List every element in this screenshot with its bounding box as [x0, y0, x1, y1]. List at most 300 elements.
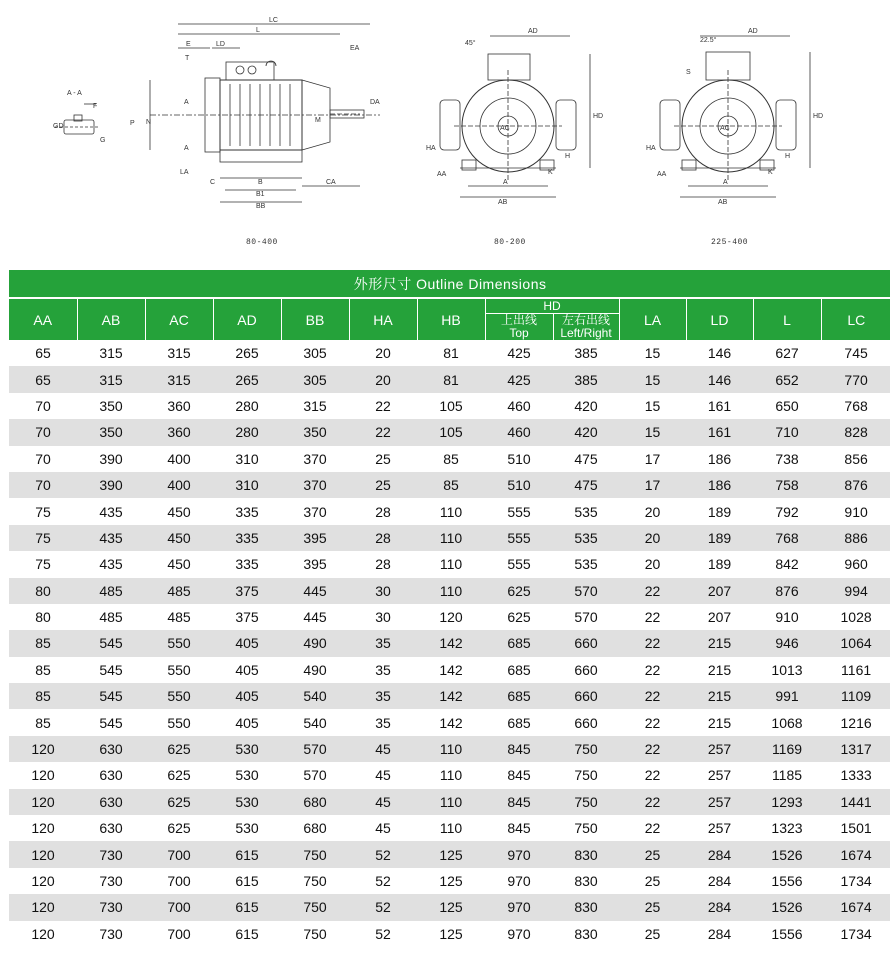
- table-cell: 615: [213, 894, 281, 920]
- table-cell: 910: [753, 604, 821, 630]
- table-cell: 284: [686, 894, 753, 920]
- caption-80-200: 80-200: [494, 238, 526, 247]
- table-cell: 535: [553, 498, 619, 524]
- table-cell: 876: [821, 472, 890, 498]
- table-cell: 535: [553, 551, 619, 577]
- table-cell: 257: [686, 736, 753, 762]
- table-cell: 700: [145, 894, 213, 920]
- col-header-la: LA: [619, 298, 686, 340]
- table-cell: 52: [349, 868, 417, 894]
- table-cell: 485: [145, 604, 213, 630]
- table-cell: 80: [9, 604, 77, 630]
- table-cell: 625: [145, 815, 213, 841]
- table-cell: 970: [485, 841, 553, 867]
- col-header-hd-left-right: [553, 314, 619, 341]
- table-cell: 22: [619, 789, 686, 815]
- table-cell: 186: [686, 446, 753, 472]
- table-cell: 65: [9, 366, 77, 392]
- table-cell: 120: [417, 604, 485, 630]
- table-row: [9, 868, 890, 894]
- table-cell: 70: [9, 446, 77, 472]
- table-cell: 550: [145, 683, 213, 709]
- table-cell: 22: [619, 578, 686, 604]
- table-cell: 70: [9, 393, 77, 419]
- hd-top-en: Top: [509, 326, 529, 340]
- table-row: [9, 366, 890, 392]
- n-label: N: [146, 119, 152, 126]
- table-cell: 490: [281, 630, 349, 656]
- table-cell: 52: [349, 894, 417, 920]
- table-cell: 435: [77, 525, 145, 551]
- table-cell: 28: [349, 525, 417, 551]
- table-cell: 615: [213, 841, 281, 867]
- a-label-1: A: [503, 179, 508, 186]
- table-cell: 315: [77, 340, 145, 366]
- c-label: C: [210, 179, 216, 186]
- table-cell: 485: [77, 578, 145, 604]
- table-cell: 886: [821, 525, 890, 551]
- table-cell: 22: [619, 604, 686, 630]
- table-cell: 970: [485, 868, 553, 894]
- table-cell: 45: [349, 762, 417, 788]
- table-cell: 360: [145, 393, 213, 419]
- table-row: [9, 393, 890, 419]
- table-title: 外形尺寸 Outline Dimensions: [9, 270, 890, 298]
- table-cell: 110: [417, 789, 485, 815]
- table-cell: 555: [485, 525, 553, 551]
- table-cell: 207: [686, 604, 753, 630]
- table-cell: 540: [281, 709, 349, 735]
- table-cell: 15: [619, 393, 686, 419]
- table-cell: 420: [553, 419, 619, 445]
- angle-225-label: 22.5°: [700, 37, 717, 44]
- table-cell: 650: [753, 393, 821, 419]
- table-row: [9, 525, 890, 551]
- table-row: [9, 657, 890, 683]
- table-cell: 35: [349, 657, 417, 683]
- table-cell: 1501: [821, 815, 890, 841]
- table-cell: 146: [686, 366, 753, 392]
- ab-label-2: AB: [718, 199, 728, 206]
- s-label: S: [686, 69, 691, 76]
- table-cell: 215: [686, 630, 753, 656]
- table-cell: 25: [619, 841, 686, 867]
- table-cell: 375: [213, 604, 281, 630]
- table-cell: 375: [213, 578, 281, 604]
- col-header-lc: LC: [821, 298, 890, 340]
- table-cell: 20: [349, 340, 417, 366]
- table-cell: 570: [281, 762, 349, 788]
- ea-label: EA: [350, 45, 360, 52]
- table-cell: 845: [485, 789, 553, 815]
- table-cell: 570: [281, 736, 349, 762]
- table-cell: 315: [145, 366, 213, 392]
- table-cell: 400: [145, 446, 213, 472]
- table-row: [9, 419, 890, 445]
- table-cell: 845: [485, 815, 553, 841]
- table-cell: 730: [77, 868, 145, 894]
- table-row: [9, 604, 890, 630]
- table-cell: 315: [281, 393, 349, 419]
- p-label: P: [130, 120, 135, 127]
- table-cell: 370: [281, 472, 349, 498]
- table-cell: 395: [281, 525, 349, 551]
- table-cell: 1734: [821, 868, 890, 894]
- table-cell: 991: [753, 683, 821, 709]
- table-cell: 660: [553, 657, 619, 683]
- table-cell: 970: [485, 921, 553, 947]
- table-cell: 750: [553, 762, 619, 788]
- table-cell: 625: [145, 736, 213, 762]
- table-cell: 550: [145, 657, 213, 683]
- table-cell: 660: [553, 683, 619, 709]
- table-cell: 750: [553, 736, 619, 762]
- col-header-aa: AA: [9, 298, 77, 340]
- table-cell: 830: [553, 868, 619, 894]
- table-cell: 15: [619, 419, 686, 445]
- table-cell: 680: [281, 815, 349, 841]
- g-label: G: [100, 137, 106, 144]
- table-cell: 1216: [821, 709, 890, 735]
- table-cell: 700: [145, 868, 213, 894]
- table-cell: 75: [9, 498, 77, 524]
- table-row: [9, 340, 890, 366]
- table-cell: 52: [349, 841, 417, 867]
- table-cell: 142: [417, 683, 485, 709]
- angle-45-label: 45°: [465, 40, 476, 47]
- table-cell: 555: [485, 498, 553, 524]
- section-aa-view: [53, 90, 105, 144]
- table-cell: 105: [417, 393, 485, 419]
- table-cell: 994: [821, 578, 890, 604]
- table-cell: 22: [619, 762, 686, 788]
- table-cell: 110: [417, 525, 485, 551]
- table-cell: 405: [213, 630, 281, 656]
- table-cell: 475: [553, 446, 619, 472]
- table-cell: 625: [145, 762, 213, 788]
- table-cell: 750: [281, 841, 349, 867]
- section-label: A - A: [67, 90, 82, 97]
- table-cell: 120: [9, 894, 77, 920]
- table-cell: 280: [213, 393, 281, 419]
- ha-label-1: HA: [426, 145, 436, 152]
- table-cell: 120: [9, 762, 77, 788]
- table-cell: 615: [213, 868, 281, 894]
- aa-label-1: AA: [437, 171, 447, 178]
- table-cell: 215: [686, 709, 753, 735]
- table-cell: 1169: [753, 736, 821, 762]
- table-cell: 390: [77, 446, 145, 472]
- table-cell: 142: [417, 630, 485, 656]
- table-cell: 315: [145, 340, 213, 366]
- table-cell: 768: [821, 393, 890, 419]
- table-row: [9, 446, 890, 472]
- table-cell: 35: [349, 709, 417, 735]
- table-cell: 20: [619, 551, 686, 577]
- table-cell: 660: [553, 630, 619, 656]
- table-cell: 125: [417, 921, 485, 947]
- table-cell: 120: [9, 868, 77, 894]
- table-cell: 550: [145, 630, 213, 656]
- table-row: [9, 789, 890, 815]
- table-cell: 856: [821, 446, 890, 472]
- table-cell: 445: [281, 604, 349, 630]
- table-cell: 25: [619, 894, 686, 920]
- table-cell: 652: [753, 366, 821, 392]
- outline-dimensions-table-wrap: [9, 270, 881, 947]
- table-cell: 85: [9, 657, 77, 683]
- table-cell: 125: [417, 868, 485, 894]
- table-cell: 142: [417, 657, 485, 683]
- table-cell: 530: [213, 789, 281, 815]
- table-row: [9, 683, 890, 709]
- table-cell: 215: [686, 657, 753, 683]
- ad-label-2: AD: [748, 28, 758, 35]
- table-row: [9, 762, 890, 788]
- table-cell: 28: [349, 498, 417, 524]
- table-cell: 1013: [753, 657, 821, 683]
- la-label: LA: [180, 169, 189, 176]
- table-cell: 445: [281, 578, 349, 604]
- table-cell: 750: [553, 815, 619, 841]
- table-cell: 207: [686, 578, 753, 604]
- table-cell: 305: [281, 366, 349, 392]
- table-cell: 685: [485, 683, 553, 709]
- table-cell: 435: [77, 551, 145, 577]
- table-row: [9, 841, 890, 867]
- table-cell: 425: [485, 366, 553, 392]
- table-cell: 28: [349, 551, 417, 577]
- table-cell: 35: [349, 683, 417, 709]
- table-cell: 75: [9, 525, 77, 551]
- table-cell: 530: [213, 815, 281, 841]
- section-mark-top: A: [184, 99, 189, 106]
- table-cell: 120: [9, 921, 77, 947]
- table-cell: 20: [349, 366, 417, 392]
- table-cell: 405: [213, 657, 281, 683]
- table-cell: 730: [77, 894, 145, 920]
- table-cell: 570: [553, 604, 619, 630]
- table-cell: 530: [213, 736, 281, 762]
- a-label-2: A: [723, 179, 728, 186]
- table-cell: 370: [281, 446, 349, 472]
- table-cell: 120: [9, 815, 77, 841]
- t-label: T: [185, 55, 190, 62]
- table-row: [9, 551, 890, 577]
- table-cell: 1674: [821, 894, 890, 920]
- table-cell: 45: [349, 815, 417, 841]
- motor-drawings-svg: [0, 0, 890, 268]
- table-row: [9, 630, 890, 656]
- col-header-hd-top: [485, 314, 553, 341]
- table-cell: 25: [349, 446, 417, 472]
- table-cell: 310: [213, 446, 281, 472]
- table-cell: 22: [619, 709, 686, 735]
- table-cell: 685: [485, 709, 553, 735]
- table-cell: 17: [619, 472, 686, 498]
- table-cell: 335: [213, 498, 281, 524]
- table-cell: 946: [753, 630, 821, 656]
- table-cell: 750: [281, 921, 349, 947]
- table-cell: 1556: [753, 921, 821, 947]
- table-cell: 189: [686, 551, 753, 577]
- col-header-hb: HB: [417, 298, 485, 340]
- table-cell: 20: [619, 525, 686, 551]
- table-cell: 22: [349, 419, 417, 445]
- table-cell: 1068: [753, 709, 821, 735]
- table-cell: 161: [686, 393, 753, 419]
- table-cell: 25: [619, 921, 686, 947]
- table-cell: 1323: [753, 815, 821, 841]
- ha-label-2: HA: [646, 145, 656, 152]
- hd-top-zh: 上出线: [500, 313, 537, 327]
- table-cell: 280: [213, 419, 281, 445]
- table-cell: 310: [213, 472, 281, 498]
- table-cell: 85: [9, 709, 77, 735]
- l-label: L: [256, 27, 260, 34]
- table-cell: 189: [686, 498, 753, 524]
- table-cell: 35: [349, 630, 417, 656]
- table-cell: 630: [77, 736, 145, 762]
- table-cell: 110: [417, 815, 485, 841]
- table-cell: 80: [9, 578, 77, 604]
- table-cell: 545: [77, 630, 145, 656]
- table-cell: 738: [753, 446, 821, 472]
- table-cell: 540: [281, 683, 349, 709]
- table-cell: 110: [417, 736, 485, 762]
- table-cell: 680: [281, 789, 349, 815]
- table-cell: 284: [686, 921, 753, 947]
- table-cell: 1441: [821, 789, 890, 815]
- table-cell: 842: [753, 551, 821, 577]
- front-view-225-400: [646, 28, 823, 206]
- table-cell: 85: [9, 683, 77, 709]
- table-cell: 450: [145, 551, 213, 577]
- col-header-ld: LD: [686, 298, 753, 340]
- table-cell: 450: [145, 498, 213, 524]
- h-label-1: H: [565, 153, 571, 160]
- table-cell: 350: [77, 393, 145, 419]
- table-cell: 1317: [821, 736, 890, 762]
- table-cell: 85: [417, 446, 485, 472]
- table-row: [9, 709, 890, 735]
- hd-lr-en: Left/Right: [560, 326, 612, 340]
- col-header-ac: AC: [145, 298, 213, 340]
- table-cell: 625: [485, 578, 553, 604]
- hd-label-1: HD: [593, 113, 604, 120]
- da-label: DA: [370, 99, 380, 106]
- front-view-80-200: [426, 28, 603, 206]
- table-cell: 22: [619, 736, 686, 762]
- table-cell: 625: [485, 604, 553, 630]
- table-cell: 20: [619, 498, 686, 524]
- table-row: [9, 498, 890, 524]
- col-header-ab: AB: [77, 298, 145, 340]
- table-cell: 125: [417, 841, 485, 867]
- m-label: M: [315, 117, 321, 124]
- table-cell: 186: [686, 472, 753, 498]
- technical-drawings: [0, 0, 890, 268]
- table-cell: 315: [77, 366, 145, 392]
- table-cell: 485: [145, 578, 213, 604]
- table-cell: 25: [619, 868, 686, 894]
- table-cell: 1333: [821, 762, 890, 788]
- table-cell: 52: [349, 921, 417, 947]
- table-cell: 161: [686, 419, 753, 445]
- table-cell: 284: [686, 868, 753, 894]
- table-cell: 1109: [821, 683, 890, 709]
- table-cell: 545: [77, 683, 145, 709]
- table-cell: 22: [619, 683, 686, 709]
- table-cell: 750: [281, 894, 349, 920]
- h-label-2: H: [785, 153, 791, 160]
- table-cell: 770: [821, 366, 890, 392]
- table-cell: 1674: [821, 841, 890, 867]
- table-cell: 45: [349, 789, 417, 815]
- table-cell: 350: [281, 419, 349, 445]
- col-header-ha: HA: [349, 298, 417, 340]
- k-label-1: K: [548, 169, 553, 176]
- table-row: [9, 472, 890, 498]
- table-cell: 750: [281, 868, 349, 894]
- table-cell: 85: [9, 630, 77, 656]
- table-cell: 490: [281, 657, 349, 683]
- table-cell: 45: [349, 736, 417, 762]
- table-cell: 960: [821, 551, 890, 577]
- table-cell: 405: [213, 709, 281, 735]
- table-cell: 81: [417, 366, 485, 392]
- table-cell: 146: [686, 340, 753, 366]
- table-cell: 758: [753, 472, 821, 498]
- table-cell: 350: [77, 419, 145, 445]
- table-cell: 105: [417, 419, 485, 445]
- table-cell: 142: [417, 709, 485, 735]
- table-row: [9, 921, 890, 947]
- ac-label-1: AC: [500, 125, 510, 132]
- table-cell: 120: [9, 736, 77, 762]
- table-cell: 85: [417, 472, 485, 498]
- col-header-l: L: [753, 298, 821, 340]
- table-cell: 335: [213, 525, 281, 551]
- table-cell: 22: [619, 815, 686, 841]
- caption-80-400: 80-400: [246, 238, 278, 247]
- b-label: B: [258, 179, 263, 186]
- table-cell: 845: [485, 762, 553, 788]
- gd-label: GD: [53, 123, 64, 130]
- table-cell: 390: [77, 472, 145, 498]
- table-cell: 305: [281, 340, 349, 366]
- table-cell: 22: [619, 630, 686, 656]
- table-cell: 265: [213, 340, 281, 366]
- table-row: [9, 894, 890, 920]
- table-cell: 710: [753, 419, 821, 445]
- table-row: [9, 736, 890, 762]
- k-label-2: K: [768, 169, 773, 176]
- aa-label-2: AA: [657, 171, 667, 178]
- table-cell: 405: [213, 683, 281, 709]
- table-cell: 630: [77, 762, 145, 788]
- table-cell: 750: [553, 789, 619, 815]
- table-cell: 510: [485, 472, 553, 498]
- table-cell: 460: [485, 419, 553, 445]
- f-label: F: [93, 103, 98, 110]
- outline-dimensions-table: [9, 270, 890, 947]
- table-cell: 120: [9, 841, 77, 867]
- hd-lr-zh: 左右出线: [561, 313, 610, 327]
- ld-label: LD: [216, 41, 225, 48]
- table-cell: 745: [821, 340, 890, 366]
- table-cell: 110: [417, 498, 485, 524]
